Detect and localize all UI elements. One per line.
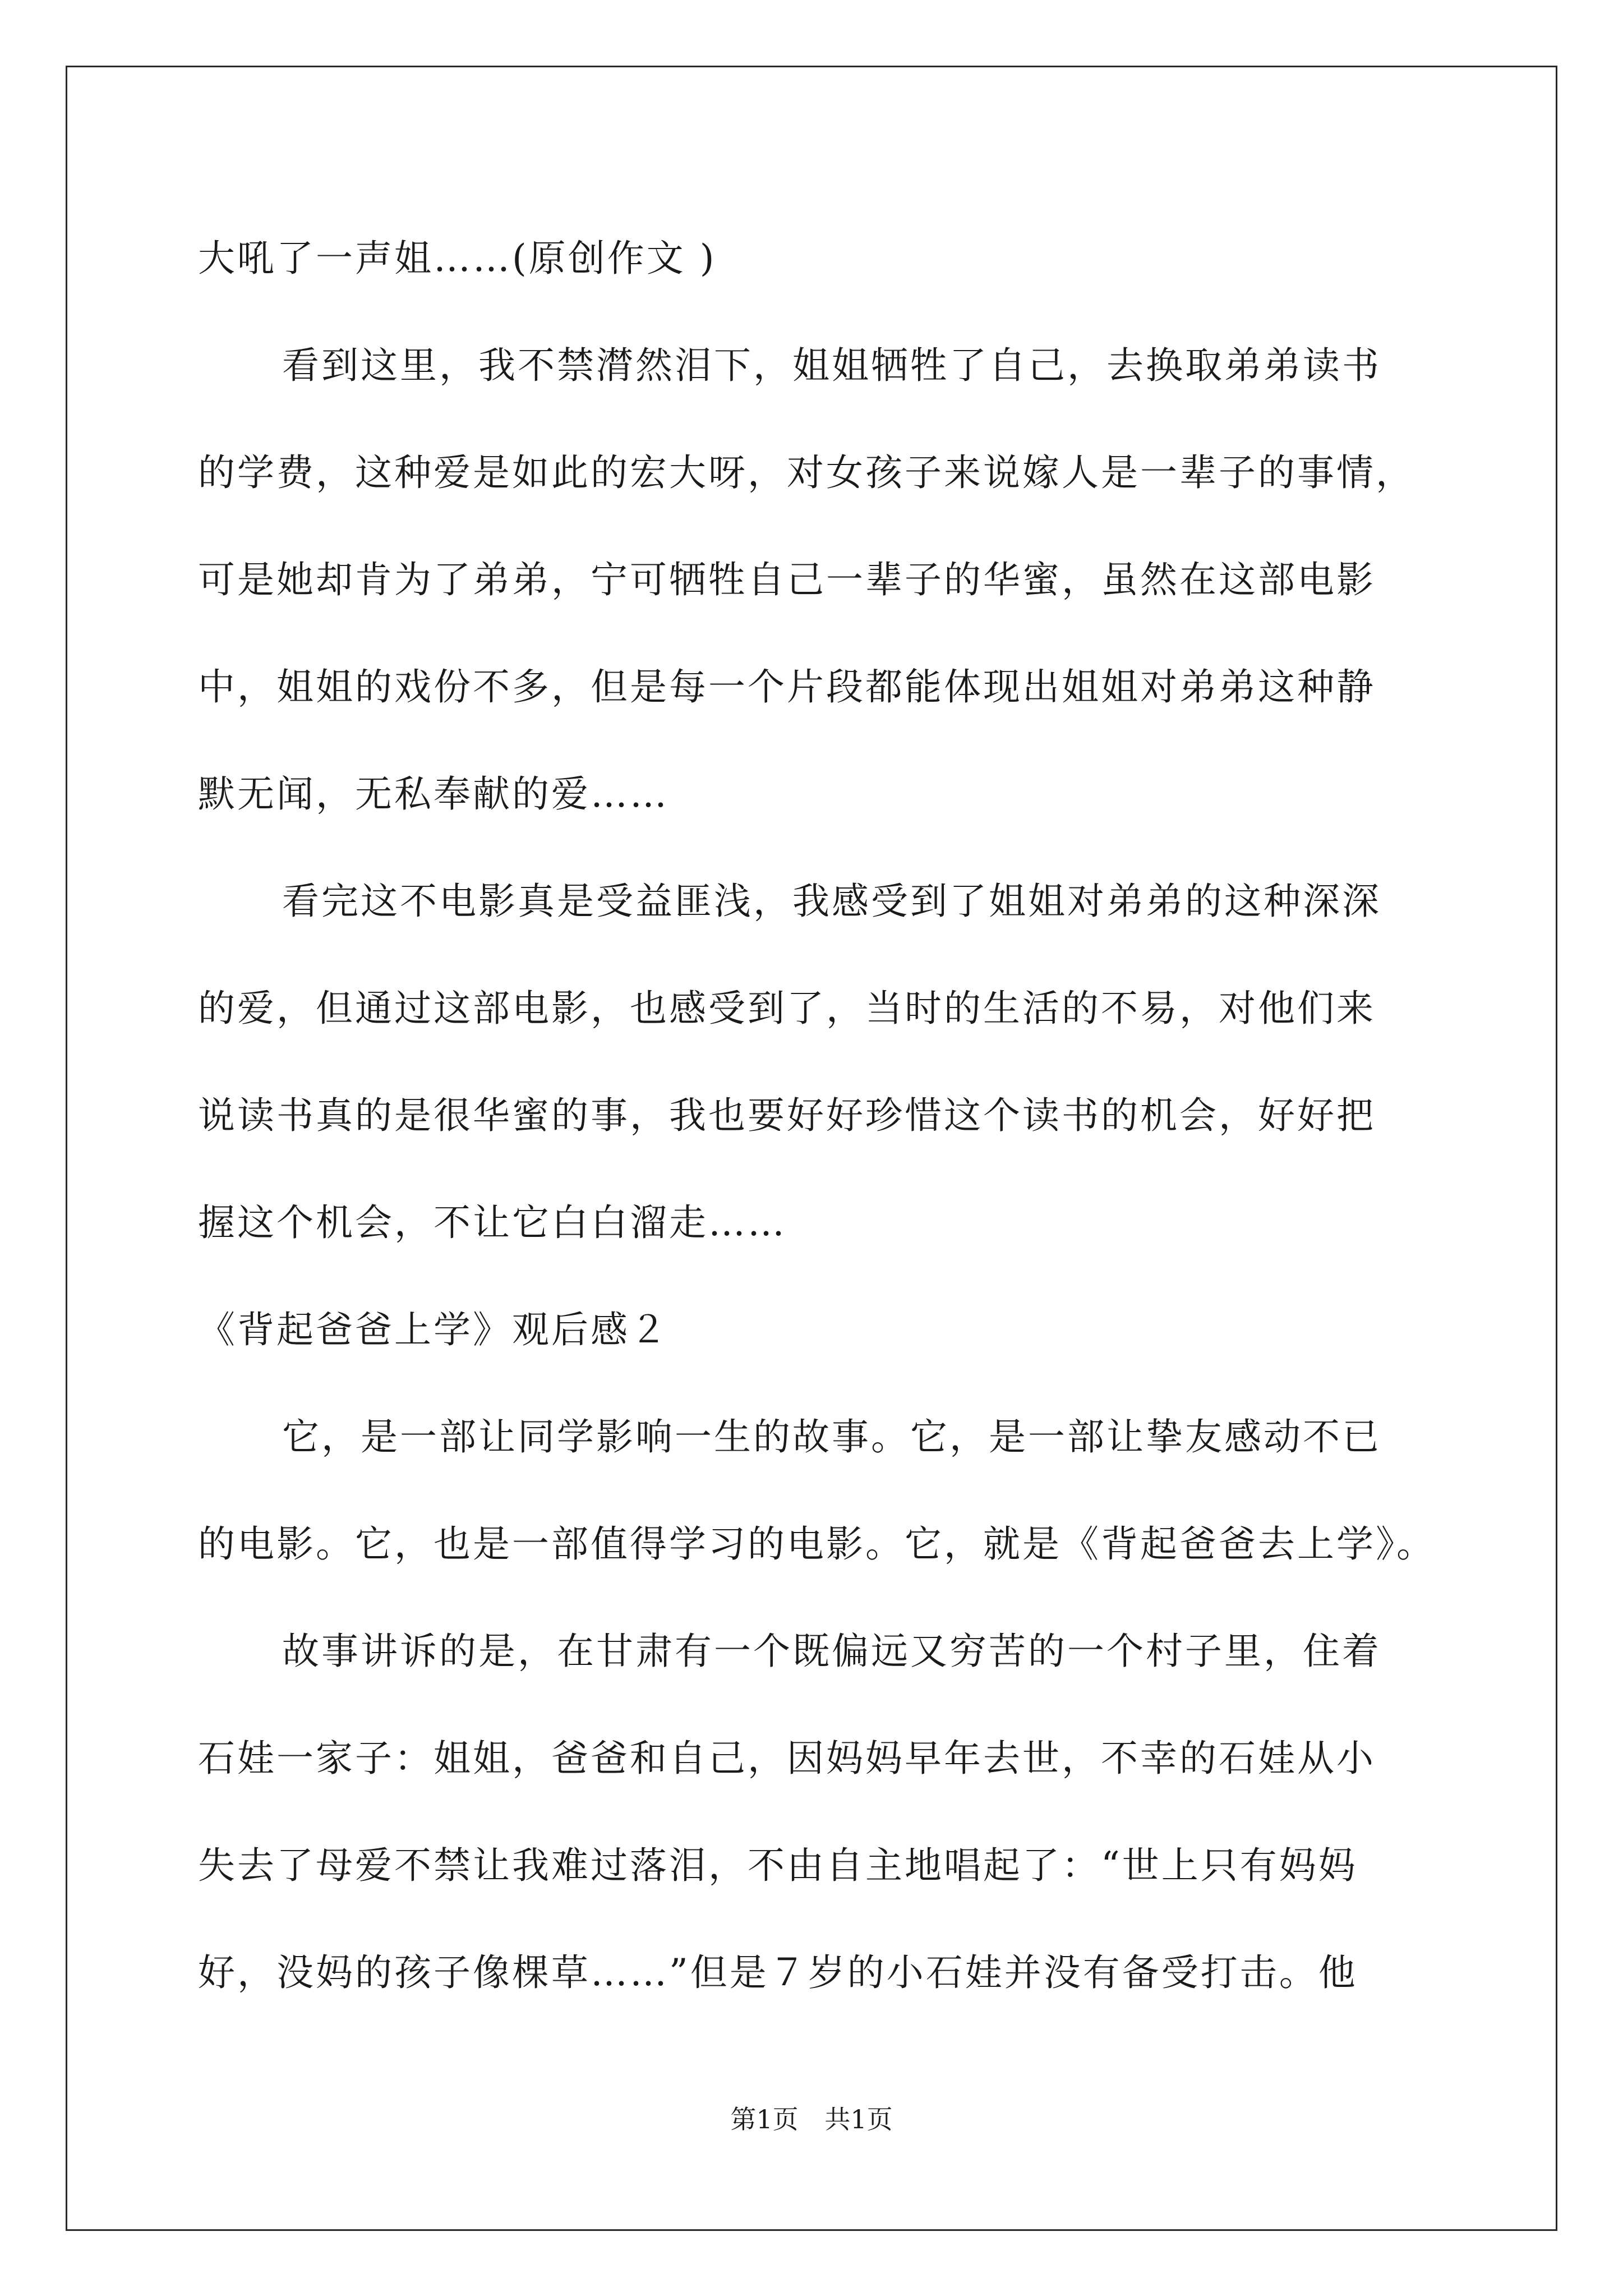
text-line: 的爱，但通过这部电影，也感受到了，当时的生活的不易，对他们来 — [198, 987, 1376, 1030]
text-line: 石娃一家子：姐姐，爸爸和自己，因妈妈早年去世，不幸的石娃从小 — [198, 1737, 1376, 1780]
paragraph-start-line: 故事讲诉的是，在甘肃有一个既偏远又穷苦的一个村子里，住着 — [282, 1630, 1381, 1673]
page-total: 共1页 — [824, 2104, 893, 2134]
text-line: 失去了母爱不禁让我难过落泪，不由自主地唱起了：“世上只有妈妈 — [198, 1844, 1358, 1887]
text-line: 中，姐姐的戏份不多，但是每一个片段都能体现出姐姐对弟弟这种静 — [198, 665, 1376, 708]
text-line: 的电影。它，也是一部值得学习的电影。它，就是《背起爸爸去上学》。 — [198, 1522, 1436, 1566]
text-line: 可是她却肯为了弟弟，宁可牺牲自己一辈子的华蜜，虽然在这部电影 — [198, 558, 1376, 601]
page-footer — [0, 2099, 1623, 2136]
paragraph-start-line: 看到这里，我不禁潸然泪下，姐姐牺牲了自己，去换取弟弟读书 — [282, 344, 1381, 387]
text-line: 默无闻，无私奉献的爱…… — [198, 772, 669, 816]
text-line: 说读书真的是很华蜜的事，我也要好好珍惜这个读书的机会，好好把 — [198, 1094, 1376, 1137]
text-line: 好，没妈的孩子像棵草……”但是７岁的小石娃并没有备受打击。他 — [198, 1951, 1358, 1994]
text-line: 握这个机会，不让它白白溜走…… — [198, 1201, 787, 1244]
section-heading: 《背起爸爸上学》观后感２ — [198, 1308, 669, 1351]
document-body — [198, 205, 1488, 2026]
paragraph-start-line: 它，是一部让同学影响一生的故事。它，是一部让挚友感动不已 — [282, 1415, 1381, 1458]
text-line: 大吼了一声姐……(原创作文 ) — [198, 237, 717, 280]
text-line: 的学费，这种爱是如此的宏大呀，对女孩子来说嫁人是一辈子的事情， — [198, 451, 1415, 494]
paragraph-start-line: 看完这不电影真是受益匪浅，我感受到了姐姐对弟弟的这种深深 — [282, 880, 1381, 923]
page-number: 第1页 — [730, 2104, 799, 2134]
